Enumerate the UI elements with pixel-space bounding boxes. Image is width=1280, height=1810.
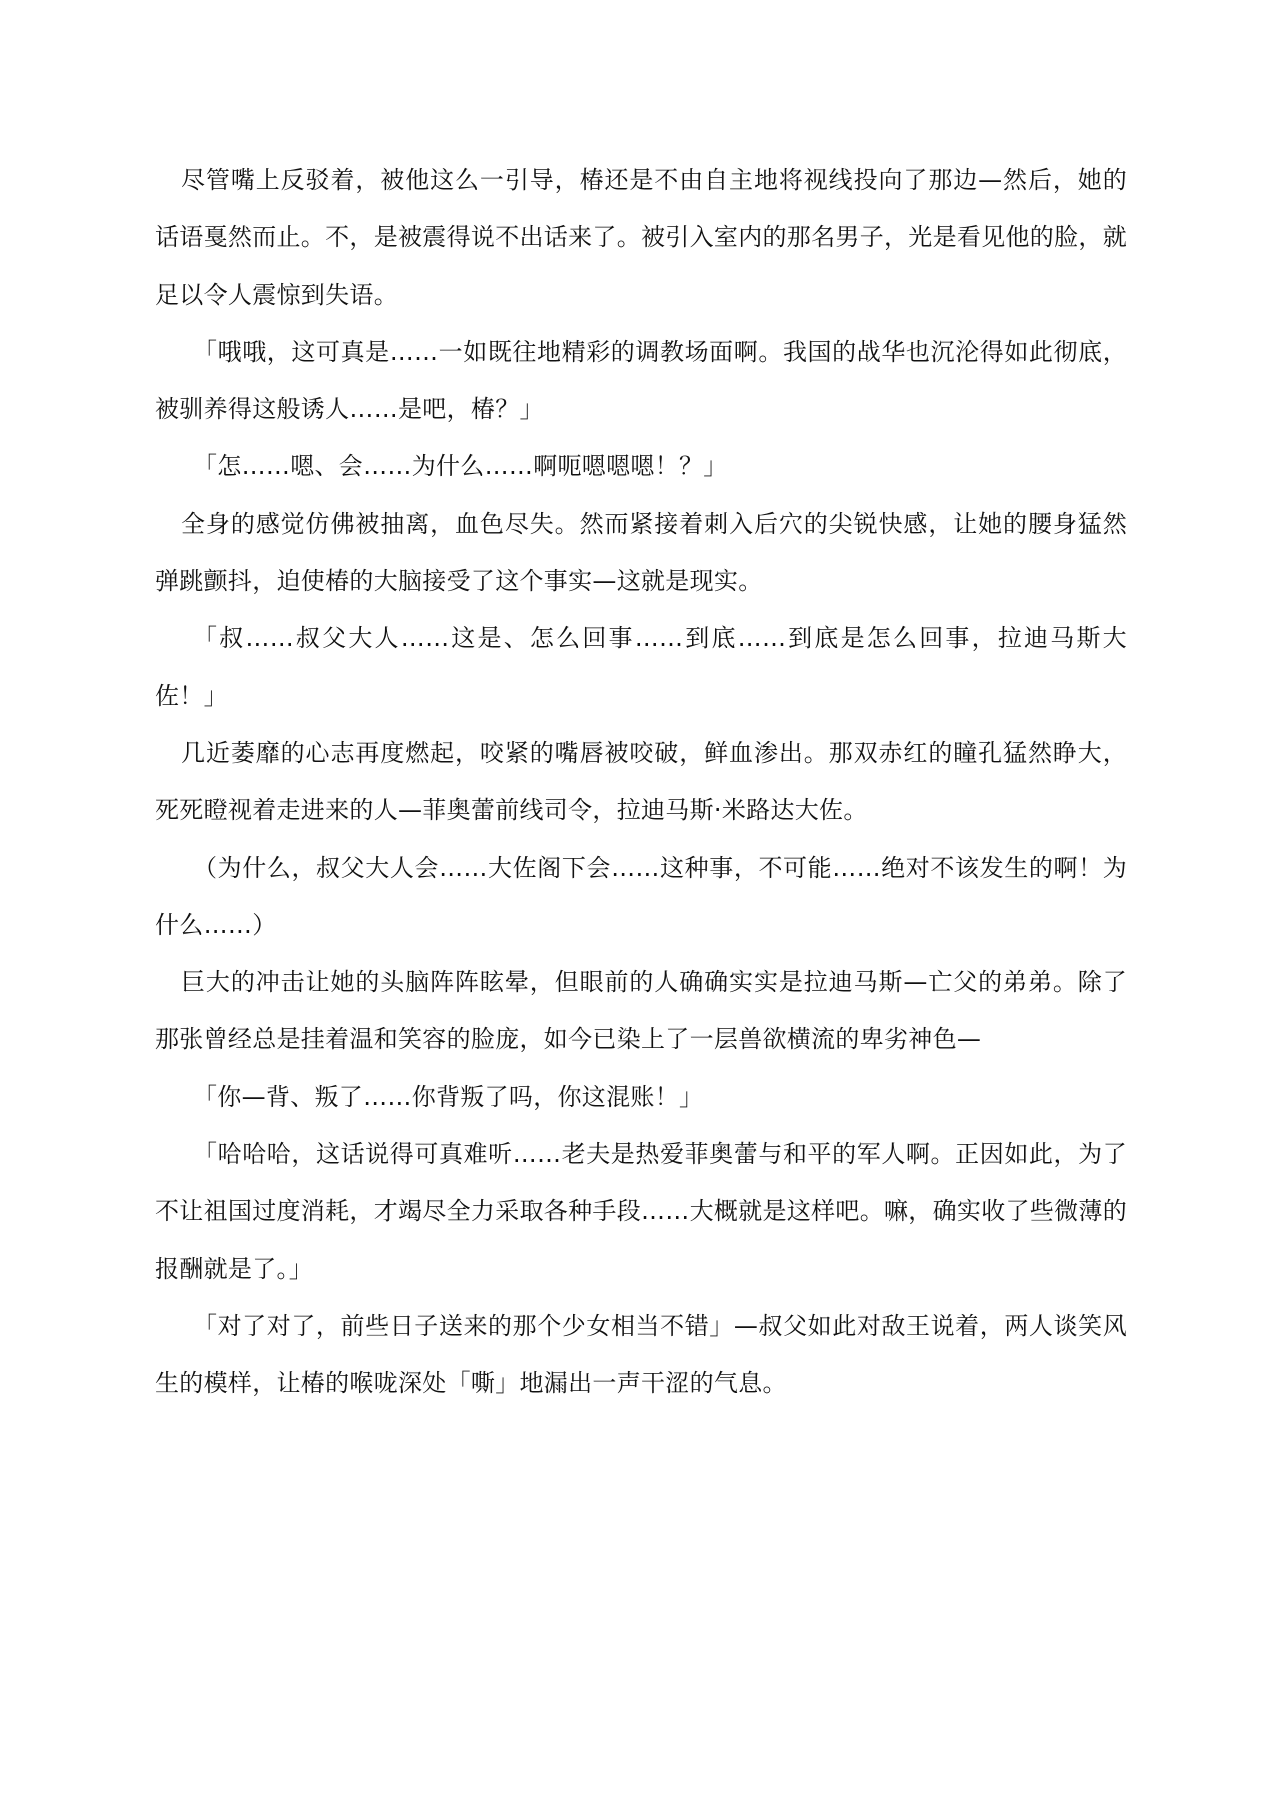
paragraph-dialogue: 「对了对了，前些日子送来的那个少女相当不错」—叔父如此对敌王说着，两人谈笑风生的模样，让椿的喉咙深处「嘶」地漏出一声干涩的气息。 [155,1311,1127,1398]
paragraph-dialogue: 「哦哦，这可真是……一如既往地精彩的调教场面啊。我国的战华也沉沦得如此彻底，被驯养得这般诱人……是吧，椿？」 [155,337,1127,424]
paragraph-narration: 几近萎靡的心志再度燃起，咬紧的嘴唇被咬破，鲜血渗出。那双赤红的瞳孔猛然睁大，死死瞪视着走进来的人—菲奥蕾前线司令，拉迪马斯·米路达大佐。 [155,738,1127,825]
paragraph-dialogue: 「你—背、叛了……你背叛了吗，你这混账！」 [193,1082,704,1111]
document-page [155,152,1127,1413]
paragraph-dialogue: 「叔……叔父大人……这是、怎么回事……到底……到底是怎么回事，拉迪马斯大佐！」 [155,624,1127,710]
paragraph-dialogue: 「怎……嗯、会……为什么……啊呃嗯嗯嗯！？」 [193,452,728,481]
paragraph-narration: 巨大的冲击让她的头脑阵阵眩晕，但眼前的人确确实实是拉迪马斯—亡父的弟弟。除了那张曾经总是挂着温和笑容的脸庞，如今已染上了一层兽欲横流的卑劣神色— [155,968,1127,1054]
paragraph-narration: 尽管嘴上反驳着，被他这么一引导，椿还是不由自主地将视线投向了那边—然后，她的话语戛然而止。不，是被震得说不出话来了。被引入室内的那名男子，光是看见他的脸，就足以令人震惊到失语。 [155,166,1127,309]
paragraph-inner-monologue: （为什么，叔父大人会……大佐阁下会……这种事，不可能……绝对不该发生的啊！为什么……） [155,853,1127,939]
paragraph-narration: 全身的感觉仿佛被抽离，血色尽失。然而紧接着刺入后穴的尖锐快感，让她的腰身猛然弹跳颤抖，迫使椿的大脑接受了这个事实—这就是现实。 [155,509,1127,596]
paragraph-dialogue: 「哈哈哈，这话说得可真难听……老夫是热爱菲奥蕾与和平的军人啊。正因如此，为了不让祖国过度消耗，才竭尽全力采取各种手段……大概就是这样吧。嘛，确实收了些微薄的报酬就是了。」 [155,1140,1127,1283]
